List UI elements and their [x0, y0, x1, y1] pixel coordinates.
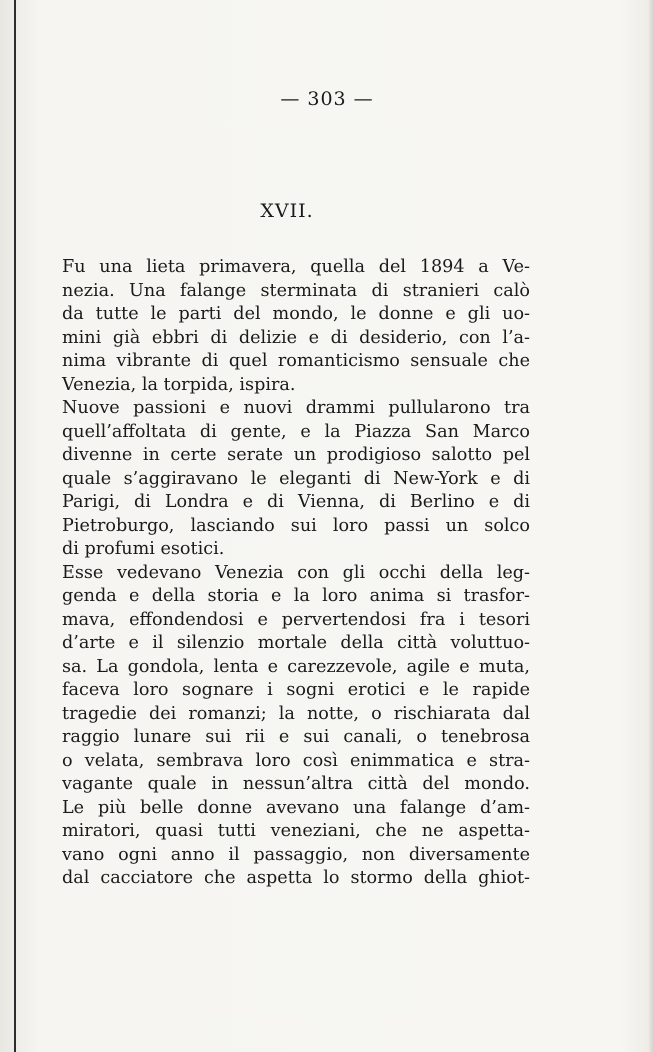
- text-line: nezia. Una falange sterminata di stranieri calò: [62, 280, 530, 301]
- page-number: — 303 —: [280, 88, 374, 110]
- text-line: dal cacciatore che aspetta lo stormo della ghiot-: [62, 868, 530, 888]
- text-line: Le più belle donne avevano una falange d’am-: [62, 797, 530, 818]
- text-line: vagante quale in nessun’altra città del mondo.: [62, 774, 530, 794]
- text-line: quale s’aggiravano le eleganti di New-York e di: [62, 468, 530, 489]
- text-line: da tutte le parti del mondo, le donne e gli uo-: [62, 304, 530, 324]
- text-line: nima vibrante di quel romanticismo sensuale che: [62, 351, 530, 371]
- text-line: mava, effondendosi e pervertendosi fra i tesori: [62, 609, 530, 630]
- text-line: Esse vedevano Venezia con gli occhi della leg-: [62, 562, 530, 583]
- text-line: o velata, sembrava loro così enimmatica e stra-: [62, 750, 530, 771]
- page-shadow: [648, 0, 654, 1052]
- text-line: quell’affoltata di gente, e la Piazza San Marco: [62, 421, 530, 442]
- text-line: di profumi esotici.: [62, 539, 225, 559]
- text-line: Fu una lieta primavera, quella del 1894 a Ve-: [62, 257, 530, 277]
- text-line: raggio lunare sui rii e sui canali, o tenebrosa: [62, 727, 530, 747]
- text-line: d’arte e il silenzio mortale della città voluttuo-: [62, 633, 530, 653]
- text-line: miratori, quasi tutti veneziani, che ne aspetta-: [62, 821, 530, 841]
- page-edge-line: [14, 0, 16, 1052]
- text-line: Parigi, di Londra e di Vienna, di Berlino e di: [62, 492, 530, 512]
- text-line: tragedie dei romanzi; la notte, o rischiarata dal: [62, 703, 530, 724]
- text-line: Venezia, la torpida, ispira.: [62, 374, 296, 395]
- text-line: Pietroburgo, lasciando sui loro passi un solco: [62, 515, 530, 536]
- text-line: vano ogni anno il passaggio, non diversamente: [62, 844, 530, 865]
- text-line: divenne in certe serate un prodigioso salotto pel: [62, 445, 530, 465]
- text-line: Nuove passioni e nuovi drammi pullularono tra: [62, 398, 530, 418]
- chapter-heading: XVII.: [260, 200, 314, 222]
- body-text: [62, 256, 530, 891]
- text-line: mini già ebbri di delizie e di desiderio, con l’a-: [62, 327, 530, 348]
- text-line: faceva loro sognare i sogni erotici e le rapide: [62, 680, 530, 700]
- text-line: sa. La gondola, lenta e carezzevole, agile e muta,: [62, 656, 530, 677]
- text-line: genda e della storia e la loro anima si trasfor-: [62, 586, 530, 606]
